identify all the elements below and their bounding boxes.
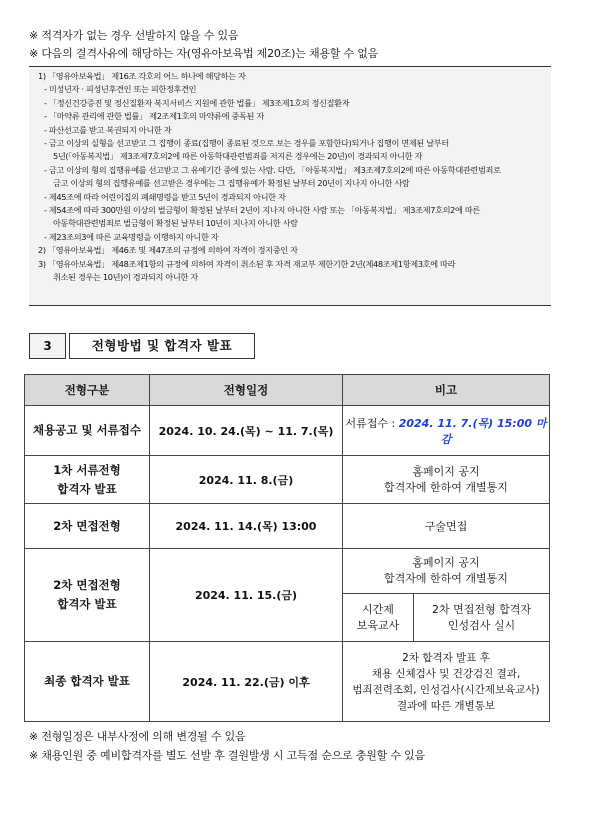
header-remarks: 비고 xyxy=(343,375,550,406)
remarks-cell xyxy=(343,456,550,504)
stage-cell: 2차 면접전형 xyxy=(25,504,150,549)
remarks-cell xyxy=(343,406,550,456)
remarks-line: 합격자에 한하여 개별통지 xyxy=(384,480,508,494)
section-number: 3 xyxy=(29,333,66,359)
remarks-cell xyxy=(343,642,550,722)
stage-cell: 채용공고 및 서류접수 xyxy=(25,406,150,456)
deadline-highlight: 2024. 11. 7.(목) 15:00 마감 xyxy=(398,416,547,446)
disq-sub-probation: - 금고 이상의 형의 집행유예를 선고받고 그 유예기간 중에 있는 사람. 다만, 「아동복지법」 제3조제7호의2에 따른 아동학대관련범죄로 xyxy=(44,165,501,175)
remarks-prefix: 서류접수 : xyxy=(345,416,399,430)
header-stage: 전형구분 xyxy=(25,375,150,406)
disq-sub-fine-cont: 아동학대관련범죄로 벌금형이 확정된 날부터 10년이 지나지 아니한 사람 xyxy=(53,218,298,228)
table-row xyxy=(25,406,550,456)
disq-sub-education: - 제23조의3에 따른 교육명령을 이행하지 아니한 자 xyxy=(44,232,219,242)
disq-sub-closure: - 제45조에 따라 어린이집의 폐쇄명령을 받고 5년이 경과되지 아니한 자 xyxy=(44,192,286,202)
disq-sub-prison: - 금고 이상의 실형을 선고받고 그 집행이 종료(집행이 종료된 것으로 보는 경우를 포함한다)되거나 집행이 면제된 날부터 xyxy=(44,138,449,148)
disq-item-1: 1) 「영유아보육법」 제16조 각호의 어느 하나에 해당하는 자 xyxy=(38,71,246,81)
schedule-table xyxy=(24,374,550,722)
table-row xyxy=(25,549,550,594)
disq-sub-drug: - 「마약류 관리에 관한 법률」 제2조제1호의 마약류에 중독된 자 xyxy=(44,111,264,121)
date-cell: 2024. 11. 8.(금) xyxy=(150,456,343,504)
stage-cell xyxy=(25,549,150,642)
disq-sub-mental: - 「정신건강증진 및 정신질환자 복지서비스 지원에 관한 법률」 제3조제1호의 정신질환자 xyxy=(44,98,350,108)
stage-line: 2차 면접전형 xyxy=(53,578,121,592)
remarks-line: 범죄전력조회, 인성검사(시간제보육교사) xyxy=(352,683,540,696)
disq-sub-bankrupt: - 파산선고를 받고 복권되지 아니한 자 xyxy=(44,125,172,135)
stage-line: 1차 서류전형 xyxy=(53,462,121,477)
date-cell: 2024. 11. 14.(목) 13:00 xyxy=(150,504,343,549)
disq-item-2: 2) 「영유아보육법」 제46조 및 제47조의 규정에 의하여 자격이 정지중인 자 xyxy=(38,245,298,255)
header-schedule: 전형일정 xyxy=(150,375,343,406)
note-schedule-change: ※ 전형일정은 내부사정에 의해 변경될 수 있음 xyxy=(29,730,246,743)
remarks-cell: 구술면접 xyxy=(343,504,550,549)
sub-remarks-line: 인성검사 실시 xyxy=(447,618,516,632)
remarks-line: 홈페이지 공지 xyxy=(412,556,480,569)
stage-line: 합격자 발표 xyxy=(57,597,117,611)
remarks-cell xyxy=(343,549,550,594)
remarks-line: 채용 신체검사 및 건강검진 결과, xyxy=(371,667,521,680)
disq-sub-fine: - 제54조에 따라 300만원 이상의 벌금형이 확정된 날부터 2년이 지나지 아니한 사람 또는 「아동복지법」 제3조제7호의2에 따른 xyxy=(44,205,480,215)
section-title: 전형방법 및 합격자 발표 xyxy=(69,333,255,359)
disqualification-box xyxy=(29,66,551,306)
remarks-line: 2차 합격자 발표 후 xyxy=(402,651,490,664)
note-disqualification: ※ 다음의 결격사유에 해당하는 자(영유아보육법 제20조)는 채용할 수 없음 xyxy=(29,47,379,60)
remarks-line: 합격자에 한하여 개별통지 xyxy=(384,572,508,585)
table-row xyxy=(25,456,550,504)
stage-line: 합격자 발표 xyxy=(57,481,117,496)
sub-remarks-cell xyxy=(414,594,550,642)
stage-cell xyxy=(25,456,150,504)
note-no-qualified: ※ 적격자가 없는 경우 선발하지 않을 수 있음 xyxy=(29,29,239,42)
note-reserve-candidates: ※ 채용인원 중 예비합격자를 별도 선발 후 결원발생 시 고득점 순으로 충원할 수 있음 xyxy=(29,749,425,762)
stage-cell: 최종 합격자 발표 xyxy=(25,642,150,722)
remarks-line: 홈페이지 공지 xyxy=(412,464,480,478)
sub-label-line: 보육교사 xyxy=(356,618,400,632)
date-cell: 2024. 11. 22.(금) 이후 xyxy=(150,642,343,722)
disq-sub-probation-cont: 금고 이상의 형의 집행유예를 선고받은 경우에는 그 집행유예가 확정된 날부터 20년이 지나지 아니한 사람 xyxy=(53,178,410,188)
date-cell: 2024. 10. 24.(목) ~ 11. 7.(목) xyxy=(150,406,343,456)
sub-label-line: 시간제 xyxy=(362,602,394,616)
table-row xyxy=(25,504,550,549)
sub-label-cell xyxy=(343,594,414,642)
disq-sub-prison-cont: 5년(「아동복지법」 제3조제7호의2에 따른 아동학대관련범죄를 저지른 경우에는 20년)이 경과되지 아니한 자 xyxy=(53,151,423,161)
date-cell: 2024. 11. 15.(금) xyxy=(150,549,343,642)
remarks-line: 결과에 따른 개별통보 xyxy=(397,699,495,712)
disq-item-3: 3) 「영유아보육법」 제48조제1항의 규정에 의하여 자격이 취소된 후 자격 재교부 제한기한 2년(제48조제1항제3호에 따라 xyxy=(38,259,456,269)
disq-item-3-cont: 취소된 경우는 10년)이 경과되지 아니한 자 xyxy=(53,272,198,282)
table-row xyxy=(25,642,550,722)
table-header-row xyxy=(25,375,550,406)
disq-sub-minor: - 미성년자 · 피성년후견인 또는 피한정후견인 xyxy=(44,84,197,94)
sub-remarks-line: 2차 면접전형 합격자 xyxy=(432,602,531,616)
